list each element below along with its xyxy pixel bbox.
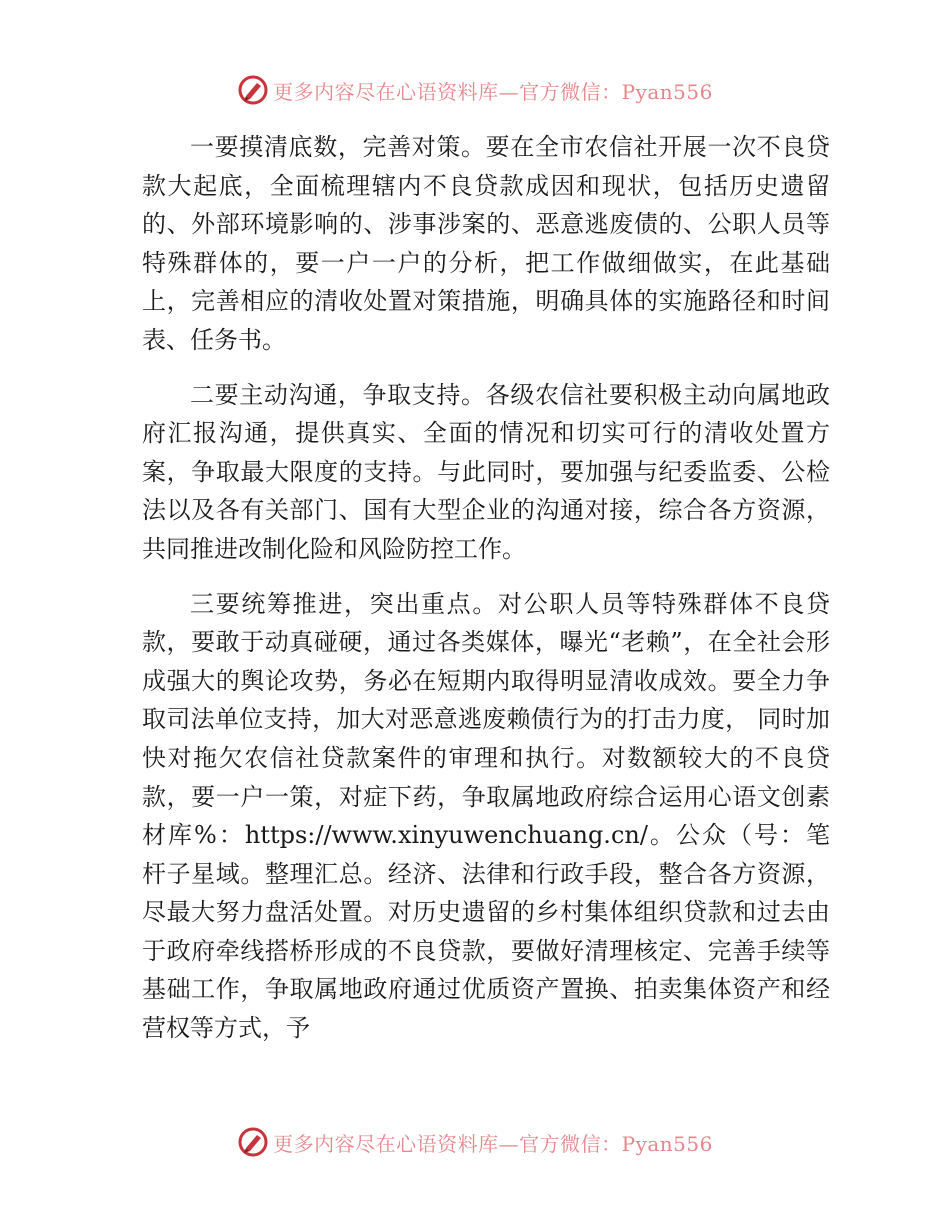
footer-watermark [0,1122,950,1162]
paragraph-3: 三要统筹推进，突出重点。对公职人员等特殊群体不良贷款，要敢于动真碰硬，通过各类媒体，曝光“老赖”，在全社会形成强大的舆论攻势，务必在短期内取得明显清收成效。要全力争取司法单位支持，加大对恶意逃废赖债行为的打击力度， 同时加快对拖欠农信社贷款案件的审理和执行。对数额较大的不良贷款，要一户一策，对症下药，争取属地政府综合运用心语文创素材库%：https://www.xinyuwenchuang.cn/。公众（号：笔杆子星域。整理汇总。经济、法律和行政手段，整合各方资源，尽最大努力盘活处置。对历史遗留的乡村集体组织贷款和过去由于政府牵线搭桥形成的不良贷款，要做好清理核定、完善手续等基础工作，争取属地政府通过优质资产置换、拍卖集体资产和经营权等方式，予 [142,589,830,1043]
paragraph-1: 一要摸清底数，完善对策。要在全市农信社开展一次不良贷款大起底，全面梳理辖内不良贷款成因和现状，包括历史遗留的、外部环境影响的、涉事涉案的、恶意逃废债的、公职人员等特殊群体的，要一户一户的分析，把工作做细做实，在此基础上，完善相应的清收处置对策措施，明确具体的实施路径和时间表、任务书。 [142,133,830,354]
document-body [142,128,830,1048]
pen-logo-icon [237,1126,269,1158]
header-watermark-text: 更多内容尽在心语资料库—官方微信：Pyan556 [273,79,713,104]
footer-watermark-text: 更多内容尽在心语资料库—官方微信：Pyan556 [273,1131,713,1156]
pen-logo-icon [237,74,269,106]
header-watermark [0,70,950,110]
paragraph-2: 二要主动沟通，争取支持。各级农信社要积极主动向属地政府汇报沟通，提供真实、全面的情况和切实可行的清收处置方案，争取最大限度的支持。与此同时，要加强与纪委监委、公检法以及各有关部门、国有大型企业的沟通对接，综合各方资源，共同推进改制化险和风险防控工作。 [142,380,830,563]
